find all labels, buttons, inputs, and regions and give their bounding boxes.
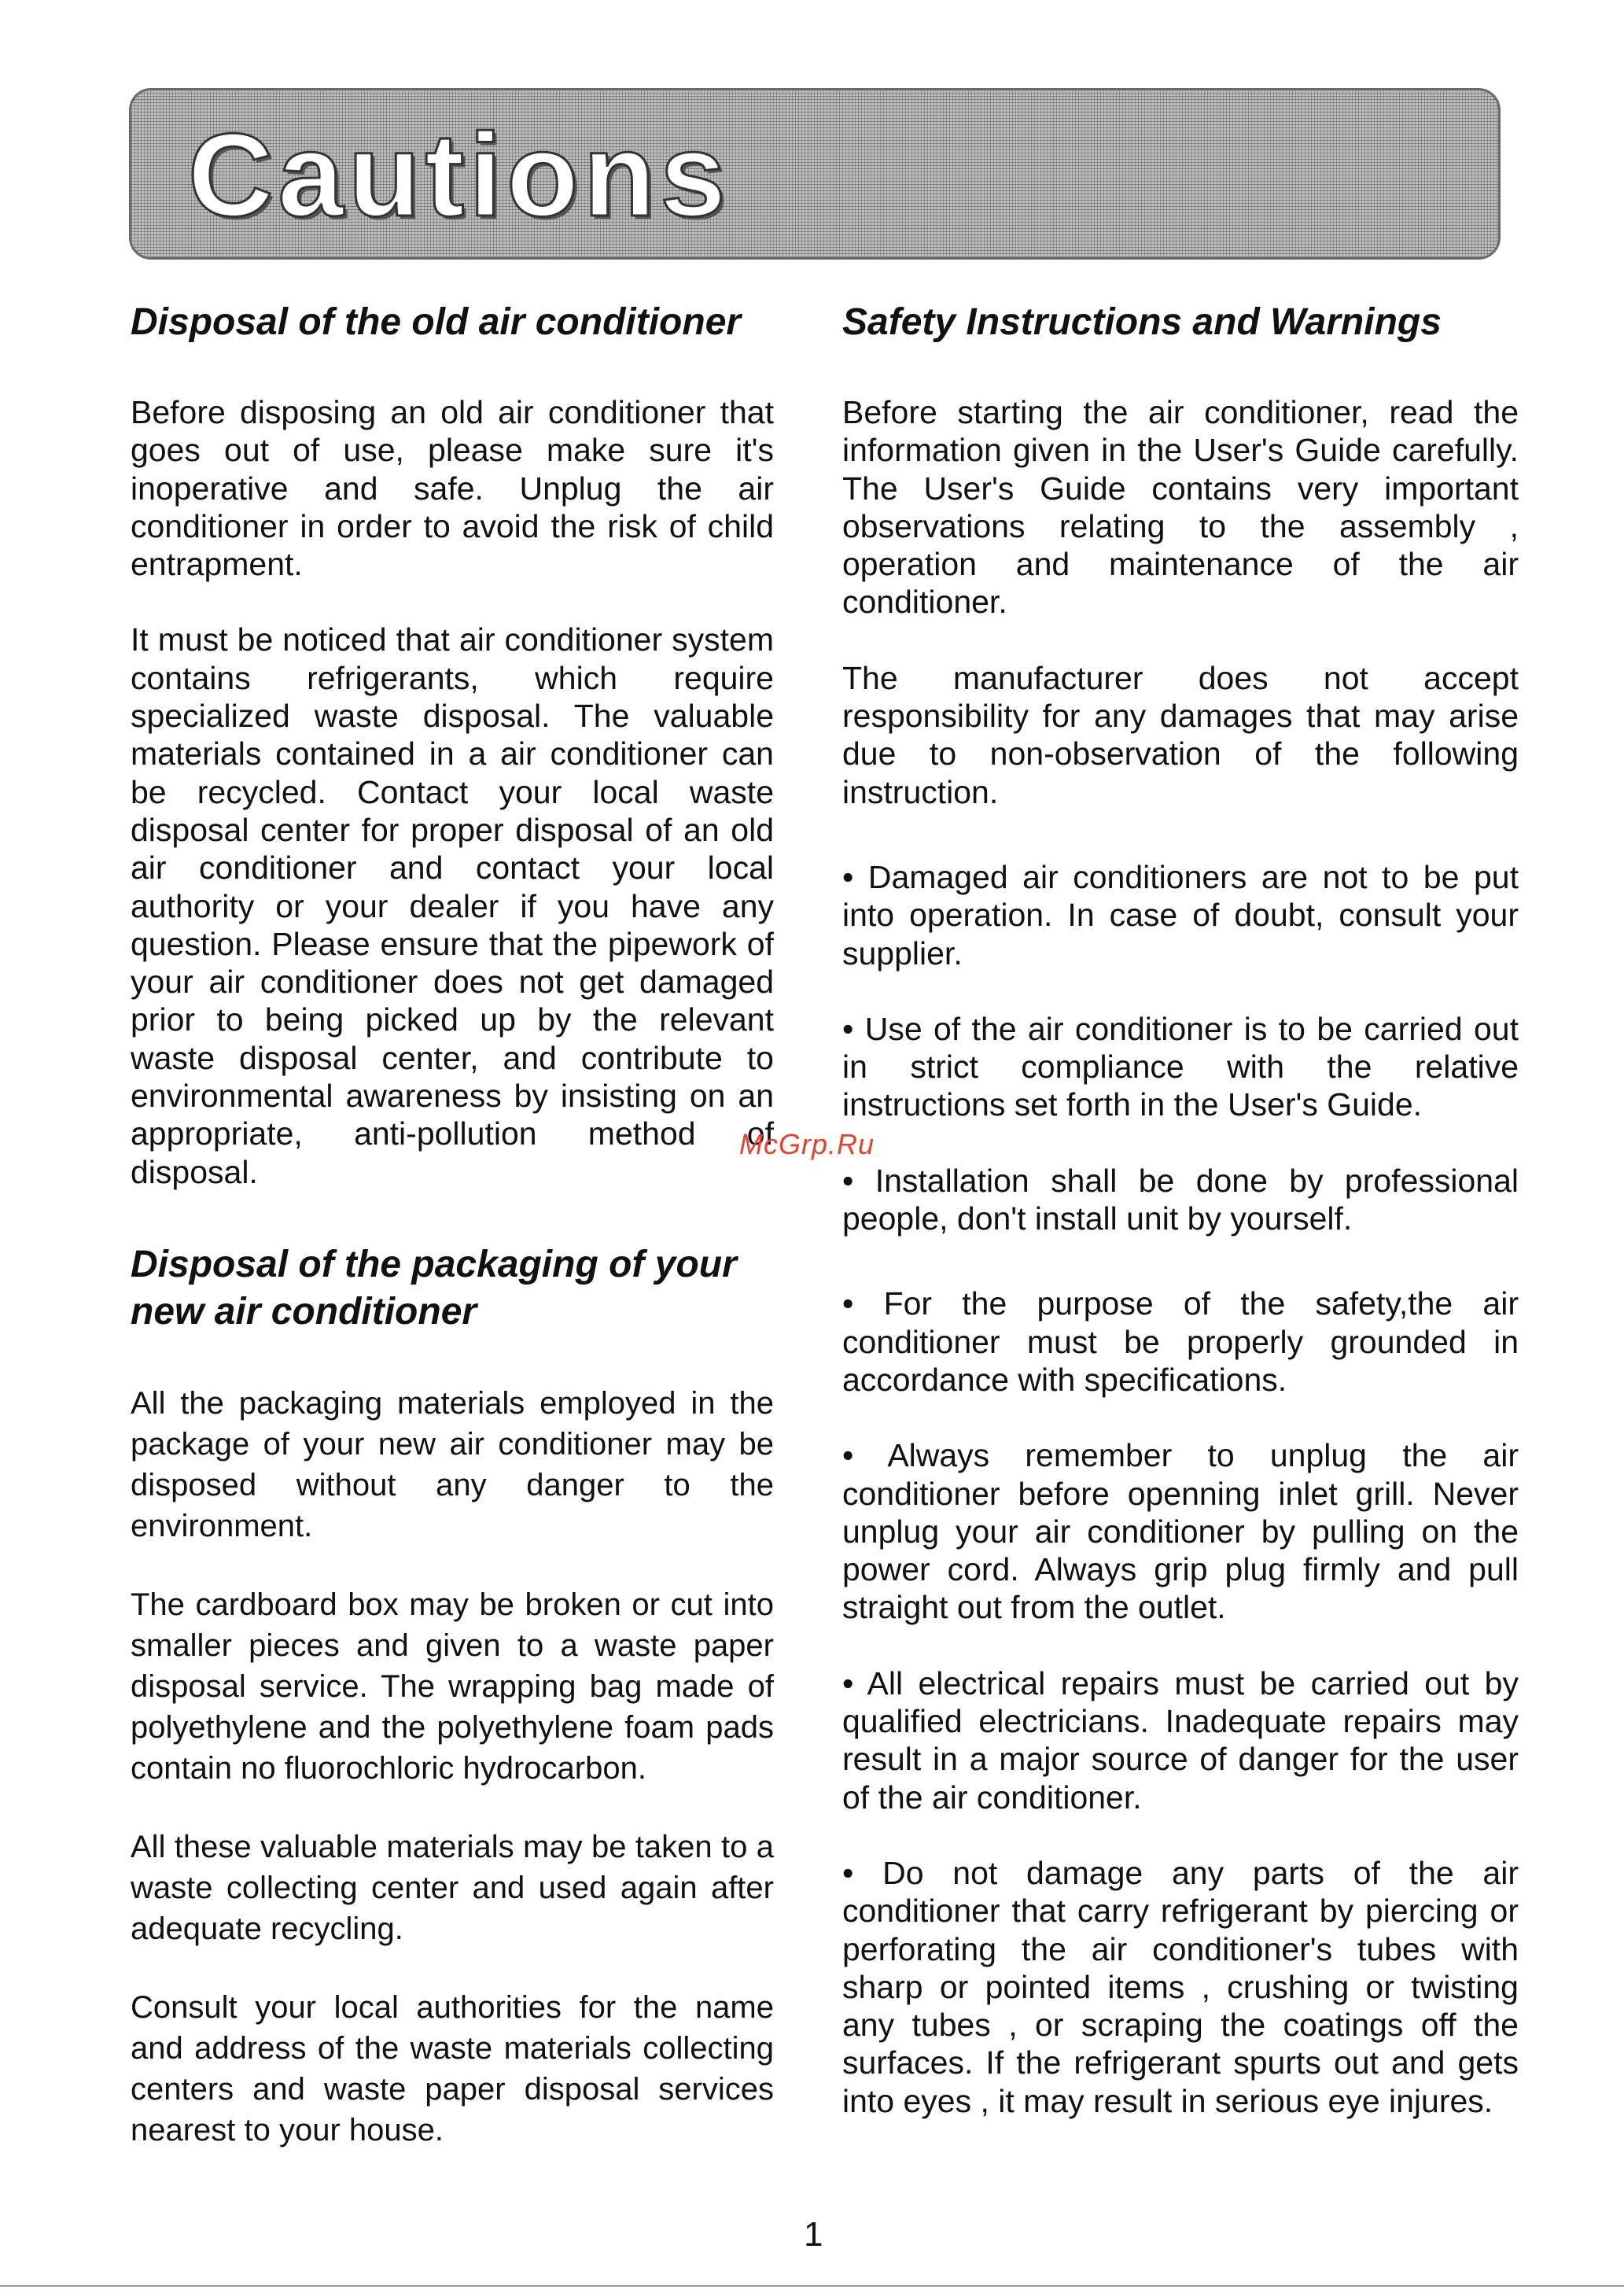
watermark: McGrp.Ru [739, 1128, 875, 1160]
bullet-item: • Damaged air conditioners are not to be put into operation. In case of doubt, consult your supplier. [842, 858, 1519, 971]
bullet-item: • Always remember to unplug the air conditioner before openning inlet grill. Never unplug your air conditioner by pulling on the power cord. Always grip plug firmly and pull straight out from the outlet. [842, 1437, 1519, 1626]
page-bottom-divider [0, 2285, 1624, 2287]
bullet-item: • Use of the air conditioner is to be carried out in strict compliance with the relative instructions set forth in the User's Guide. [842, 1010, 1519, 1123]
bullet-item: • For the purpose of the safety,the air conditioner must be properly grounded in accordance with specifications. [842, 1285, 1519, 1398]
right-column [842, 299, 1519, 2120]
bullet-item: • Do not damage any parts of the air conditioner that carry refrigerant by piercing or perforating the air conditioner's tubes with sharp or pointed items , crushing or twisting any tubes , or scraping the coatings off the surfaces. If the refrigerant spurts out and gets into eyes , it may result in serious eye injures. [842, 1854, 1519, 2119]
heading-disposal-packaging-line1: Disposal of the packaging of your [131, 1243, 737, 1285]
paragraph-valuable-materials: All these valuable materials may be taken to a waste collecting center and used again after adequate recycling. [131, 1829, 774, 1946]
banner-title: Cautions [188, 109, 731, 241]
cautions-banner [129, 88, 1501, 260]
paragraph-refrigerants: It must be noticed that air conditioner system contains refrigerants, which require specialized waste disposal. The valuable materials contained in a air conditioner can be recycled. Contact your local waste disposal center for proper disposal of an old air conditioner and contact your local authority or your dealer if you have any question. Please ensure that the pipework of your air conditioner does not get damaged prior to being picked up by the relevant waste disposal center, and contribute to environmental awareness by insisting on an appropriate, anti-pollution method of disposal. [131, 621, 774, 1190]
packaging-section [131, 1383, 774, 2151]
left-column [131, 299, 774, 2151]
paragraph-consult-authorities: Consult your local authorities for the name and address of the waste materials collecting centers and waste paper disposal services nearest to your house. [131, 1989, 774, 2147]
page-number: 1 [804, 2215, 823, 2254]
paragraph-safety-intro: Before starting the air conditioner, read the information given in the User's Guide carefully. The User's Guide contains very important observations relating to the assembly , operation and maintenance of the air conditioner. [842, 394, 1519, 621]
paragraph-manufacturer: The manufacturer does not accept responsibility for any damages that may arise due to non-observation of the following instruction. [842, 659, 1519, 810]
heading-disposal-old: Disposal of the old air conditioner [131, 301, 742, 343]
heading-safety: Safety Instructions and Warnings [842, 301, 1442, 343]
paragraph-disposal-intro: Before disposing an old air conditioner that goes out of use, please make sure it's inoperative and safe. Unplug the air conditioner in order to avoid the risk of child entrapment. [131, 394, 774, 583]
bullet-item: • All electrical repairs must be carried out by qualified electricians. Inadequate repairs may result in a major source of danger for the user of the air conditioner. [842, 1664, 1519, 1816]
heading-disposal-packaging-line2: new air conditioner [131, 1290, 477, 1333]
heading-disposal-packaging [131, 1241, 774, 1336]
bullet-item: • Installation shall be done by professional people, don't install unit by yourself. [842, 1162, 1519, 1237]
paragraph-packaging-materials: All the packaging materials employed in the package of your new air conditioner may be disposed without any danger to the environment. [131, 1385, 774, 1543]
paragraph-cardboard: The cardboard box may be broken or cut into smaller pieces and given to a waste paper disposal service. The wrapping bag made of polyethylene and the polyethylene foam pads contain no fluorochloric hydrocarbon. [131, 1587, 774, 1786]
